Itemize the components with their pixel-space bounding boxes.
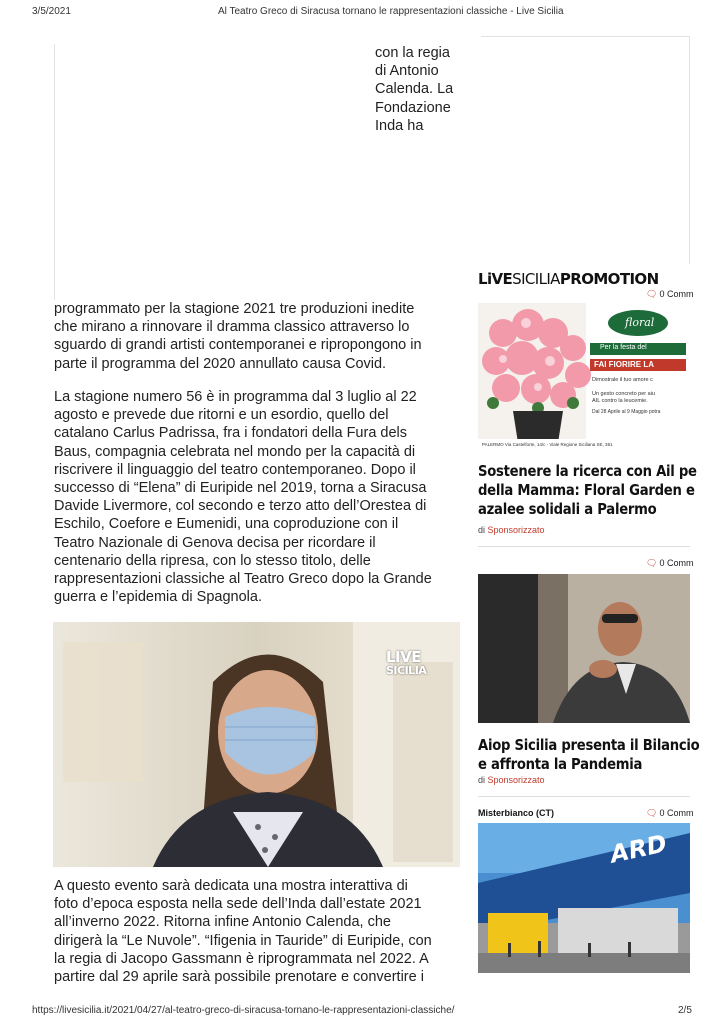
card-location: Misterbianco (CT) [478, 808, 555, 818]
text-line: programmato per la stagione 2021 tre produzioni inedite [54, 301, 415, 317]
article-paragraph-1 [54, 300, 454, 373]
video-watermark-logo [386, 650, 426, 678]
author-link[interactable]: Sponsorizzato [487, 775, 545, 785]
text-line: di Antonio [375, 63, 439, 80]
promotion-logo [478, 270, 659, 288]
by-label: di [478, 525, 486, 535]
ad-headline-1: Per la festa del [600, 344, 647, 351]
ad-text: Un gesto concreto per aiu [592, 391, 655, 397]
card-meta [478, 525, 545, 535]
text-line: successo di “Elena” di Euripide nel 2019, torna a Siracusa [54, 480, 427, 497]
ad-footer-address: PALERMO Via Castelforte, 14/c - Viale Regione Siciliana SE, 361 [482, 442, 613, 447]
text-line: agosto e prevede due ritorni e un esordio, quello del [54, 407, 389, 424]
by-label: di [478, 775, 486, 785]
text-line: dirigerà la “Le Nuvole”. “Ifigenia in Tauride” di Euripide, con [54, 932, 432, 949]
title-line: Sostenere la ricerca con Ail pe [478, 462, 697, 480]
ad-text: AIL contro la leucemie. [592, 398, 648, 404]
text-line: Baus, compagnia celebrata nel mondo per la capacità di [54, 443, 416, 460]
logo-text-live: LIVE [386, 648, 421, 666]
print-url: https://livesicilia.it/2021/04/27/al-teatro-greco-di-siracusa-tornano-le-rappresentazioni-classiche/ [32, 1005, 455, 1016]
text-line: foto d’epoca esposta nella sede dell’Inda dall’estate 2021 [54, 896, 422, 913]
embedded-media-frame[interactable] [54, 44, 362, 300]
article-paragraph-2 [54, 388, 454, 606]
card-image-floral[interactable] [478, 303, 690, 452]
azalea-image [478, 303, 690, 452]
comment-icon: 🗨 [646, 558, 658, 568]
comments-count: 0 Comm [659, 558, 694, 568]
card-meta [478, 775, 545, 785]
logo-text-sicilia: SICILIA [386, 664, 427, 677]
comments-link[interactable] [646, 289, 693, 300]
title-line: Aiop Sicilia presenta il Bilancio [478, 736, 700, 754]
card-title[interactable] [478, 736, 699, 774]
ad-text: Dal 28 Aprile al 9 Maggio potra [592, 409, 661, 415]
article-paragraph-3 [54, 877, 458, 986]
text-line: Davide Livermore, col secondo e terzo atto dell’Orestea di [54, 498, 427, 515]
comments-count: 0 Comm [659, 808, 694, 818]
text-line: Inda ha [375, 117, 424, 134]
text-line: la regia di Jacopo Gassmann è riprogrammata nel 2022. A [54, 950, 429, 967]
card-title[interactable] [478, 462, 697, 519]
text-line: guerra e l’epidemia di Spagnola. [54, 589, 262, 606]
text-line: rappresentazioni classiche al Teatro Greco dopo la Grande [54, 571, 432, 588]
comments-count: 0 Comm [659, 289, 694, 299]
title-line: azalee solidali a Palermo [478, 500, 657, 518]
text-line: La stagione numero 56 è in programma dal 3 luglio al 22 [54, 389, 417, 405]
text-line: centenario della ripresa, con lo stesso titolo, delle [54, 552, 371, 569]
comments-link[interactable] [646, 558, 693, 569]
text-line: Fondazione [375, 99, 451, 116]
card-image-aiop[interactable] [478, 574, 690, 723]
title-line: e affronta la Pandemia [478, 755, 643, 773]
store-sign-text: ARD [607, 829, 670, 869]
text-line: sguardo di grandi artisti contemporanei e ripropongono in [54, 337, 422, 354]
ad-frame[interactable] [481, 36, 690, 264]
logo-sicilia: SICILIA [512, 270, 560, 288]
logo-live: LiVE [478, 270, 513, 288]
card-image-store[interactable] [478, 823, 690, 973]
portrait-image [478, 574, 690, 723]
video-player[interactable] [53, 622, 460, 867]
text-line: Calenda. La [375, 81, 454, 98]
comments-link[interactable] [646, 808, 693, 819]
logo-promotion: PROMOTION [559, 270, 659, 288]
author-link[interactable]: Sponsorizzato [487, 525, 545, 535]
article-side-text [375, 44, 453, 135]
ad-text: Dimostrale il tuo amore c [592, 377, 653, 383]
ad-headline-2: FAI FIORIRE LA [594, 360, 654, 369]
comment-icon: 🗨 [646, 289, 658, 299]
text-line: parte il programma del 2020 annullato causa Covid. [54, 355, 387, 372]
text-line: Teatro Nazionale di Genova decisa per ricordare il [54, 534, 376, 551]
print-date: 3/5/2021 [32, 6, 71, 17]
text-line: che mirano a rinnovare il dramma classico attraverso lo [54, 319, 410, 336]
text-line: Eschilo, Coefore e Eumenidi, una coproduzione con il [54, 516, 399, 533]
ad-brand-logo: floral [625, 316, 655, 329]
text-line: all’inverno 2022. Ritorna infine Antonio Calenda, che [54, 914, 391, 931]
print-title: Al Teatro Greco di Siracusa tornano le rappresentazioni classiche - Live Sicilia [218, 6, 564, 17]
title-line: della Mamma: Floral Garden e [478, 481, 695, 499]
text-line: catalano Carlus Padrissa, fra i fondatori della Fura dels [54, 425, 408, 442]
text-line: con la regia [375, 45, 450, 61]
print-page-number: 2/5 [678, 1005, 692, 1016]
comment-icon: 🗨 [646, 808, 658, 818]
text-line: A questo evento sarà dedicata una mostra interattiva di [54, 878, 408, 894]
text-line: riscrivere il linguaggio del teatro contemporaneo. Dopo il [54, 461, 416, 478]
card-divider [478, 796, 690, 797]
text-line: partire dal 29 aprile sarà possibile prenotare e convertire i [54, 969, 424, 986]
card-divider [478, 546, 690, 547]
